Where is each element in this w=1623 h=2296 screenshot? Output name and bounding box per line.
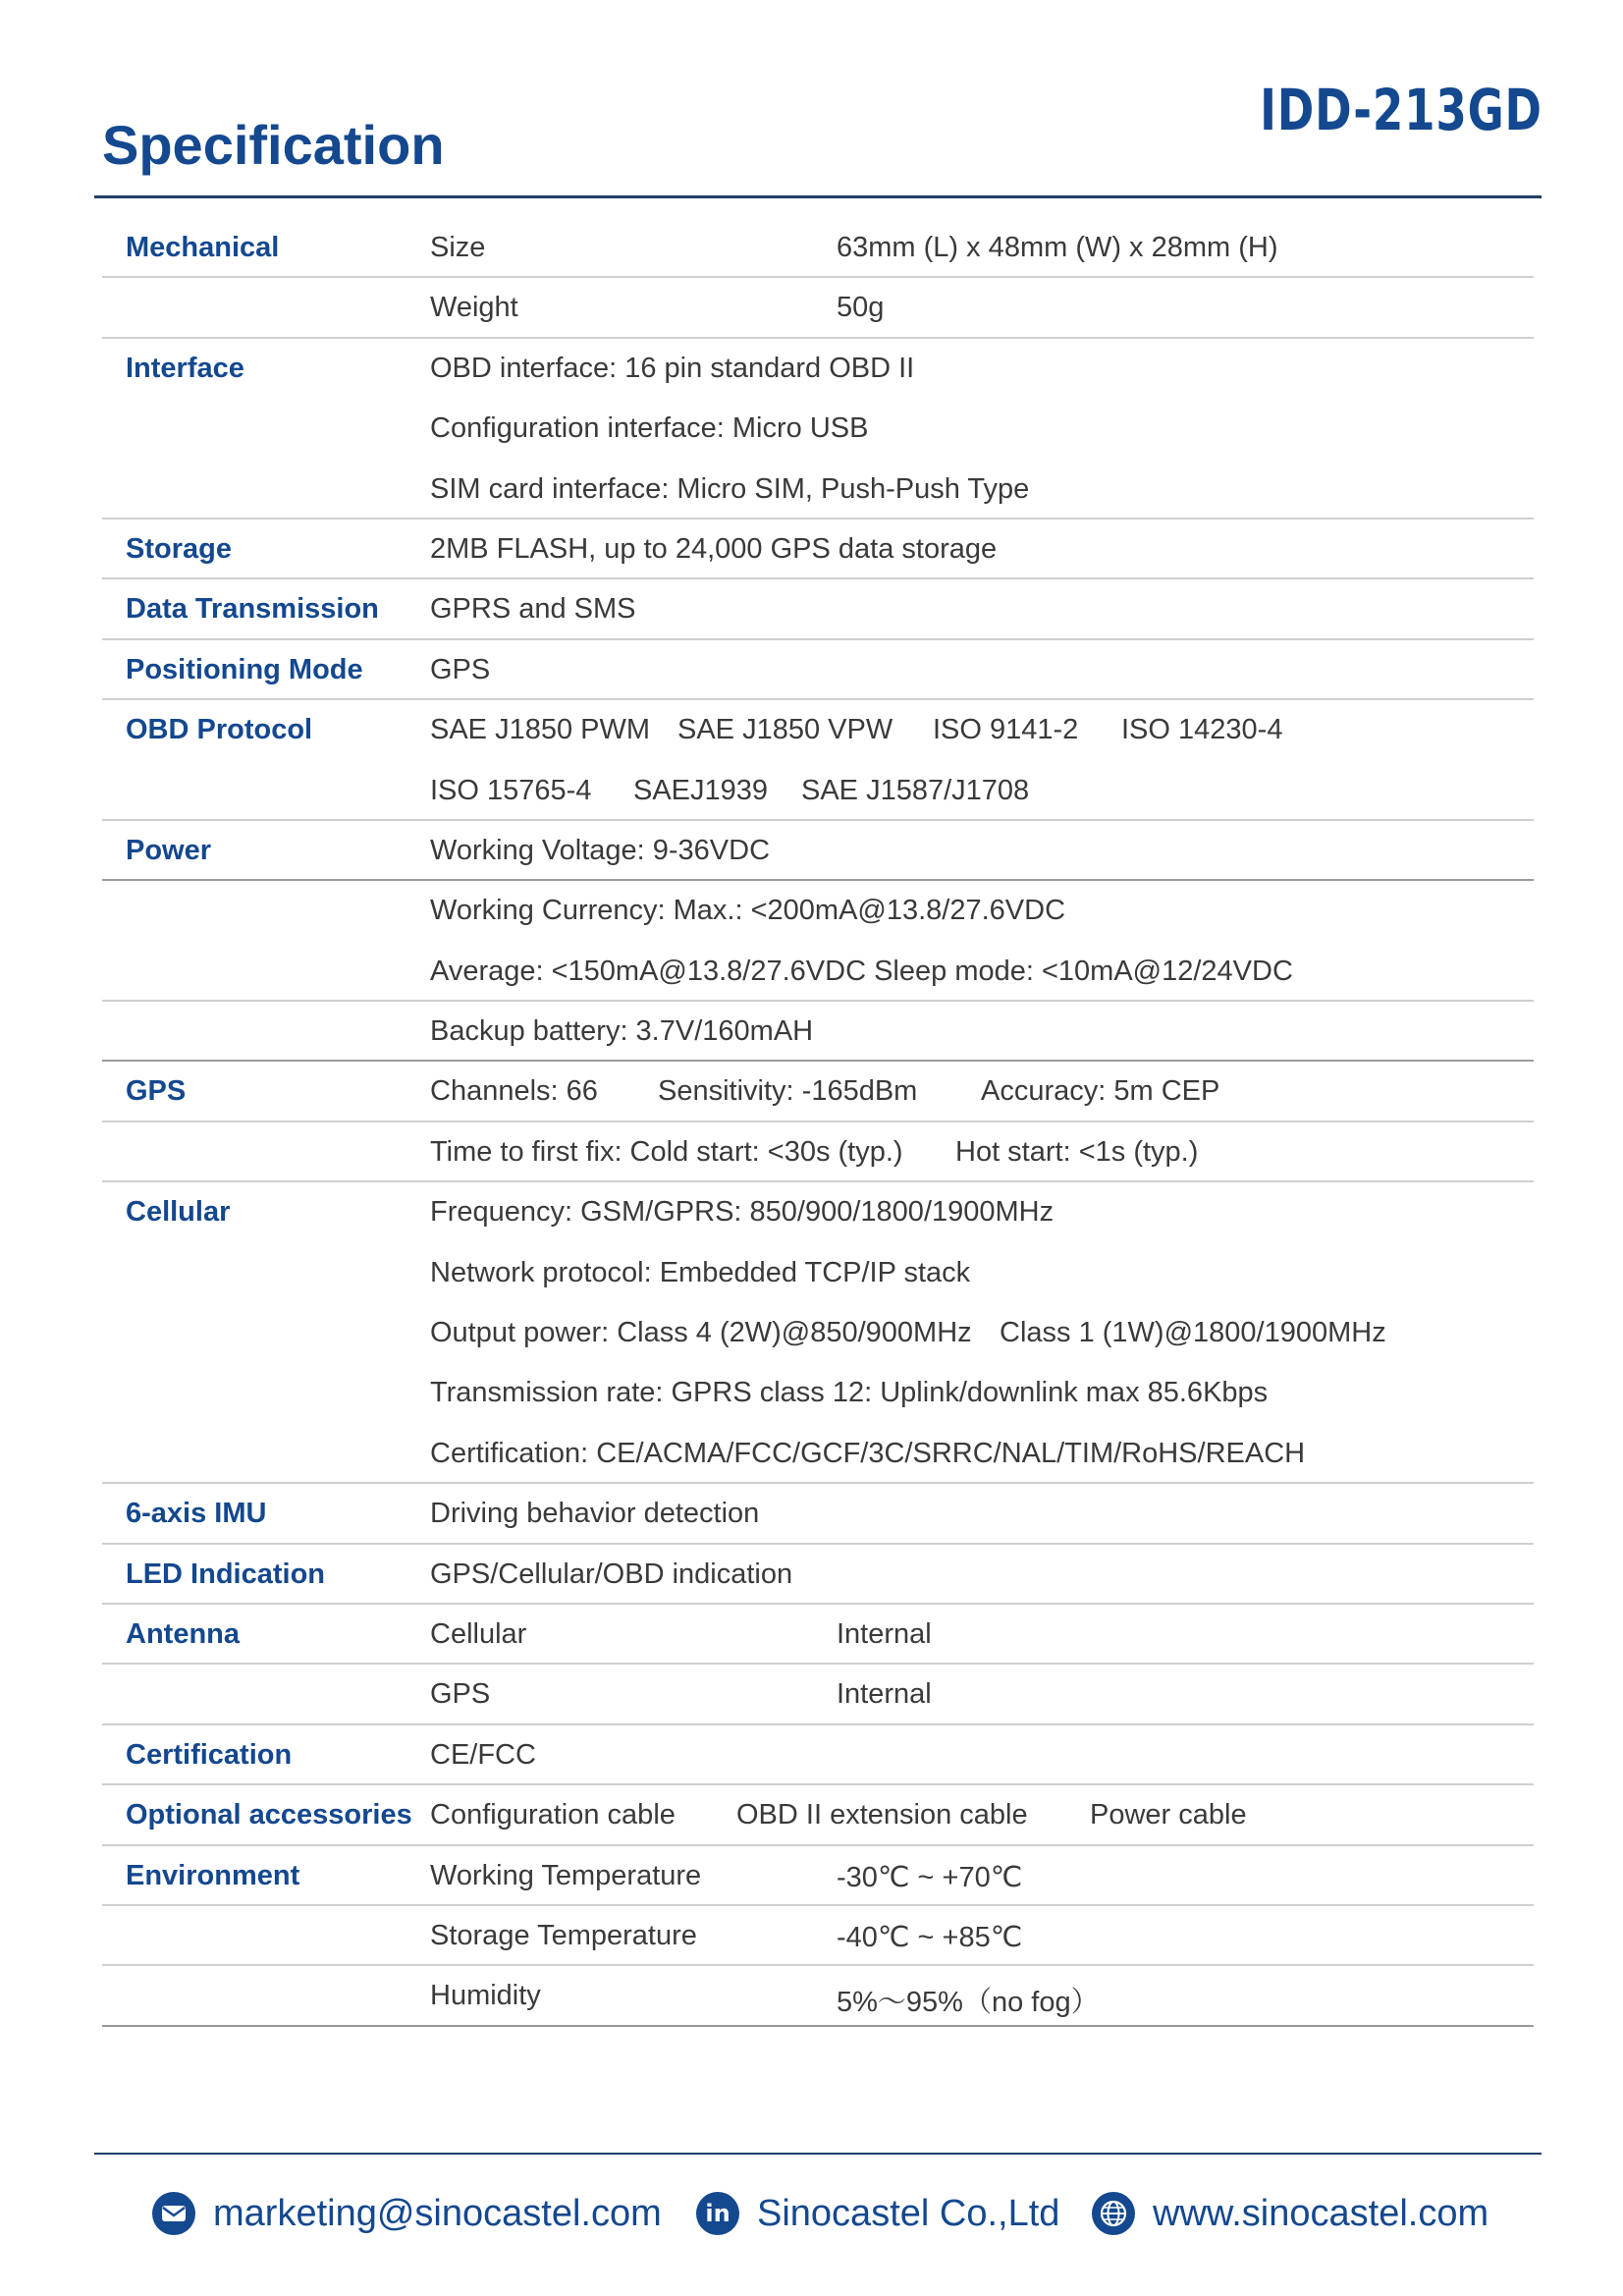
row-category: Mechanical — [126, 232, 280, 263]
table-row — [102, 1846, 1534, 1906]
header-divider — [94, 195, 1542, 198]
row-category: Storage — [126, 532, 232, 565]
row-cell: SAE J1850 PWM — [430, 714, 651, 746]
table-row — [102, 1966, 1534, 2026]
row-category: 6-axis IMU — [126, 1498, 267, 1530]
row-cell: Weight — [430, 292, 518, 324]
row-category: Positioning Mode — [126, 653, 363, 685]
globe-icon — [1092, 2192, 1135, 2235]
table-row — [102, 399, 1534, 459]
table-row — [102, 1002, 1534, 1062]
table-row — [102, 1182, 1534, 1242]
row-cell: GPS/Cellular/OBD indication — [430, 1558, 793, 1590]
row-category: OBD Protocol — [126, 714, 313, 746]
row-cell: Certification: CE/ACMA/FCC/GCF/3C/SRRC/NAL/TIM/RoHS/REACH — [430, 1437, 1306, 1469]
table-row — [102, 1303, 1534, 1363]
row-cell: Transmission rate: GPRS class 12: Uplink/downlink max 85.6Kbps — [430, 1377, 1269, 1409]
footer — [0, 2192, 1623, 2251]
table-row — [102, 278, 1534, 338]
row-cell: OBD II extension cable — [736, 1799, 1028, 1831]
row-cell: -40℃ ~ +85℃ — [837, 1921, 1023, 1953]
row-cell: SAE J1587/J1708 — [801, 774, 1030, 806]
row-cell: 63mm (L) x 48mm (W) x 28mm (H) — [837, 232, 1278, 263]
table-row — [102, 1062, 1534, 1121]
row-category: GPS — [126, 1075, 187, 1108]
table-row — [102, 1725, 1534, 1785]
footer-website[interactable] — [1092, 2192, 1488, 2235]
row-cell: Storage Temperature — [430, 1919, 697, 1951]
row-cell: Network protocol: Embedded TCP/IP stack — [430, 1256, 971, 1288]
table-row — [102, 1785, 1534, 1845]
row-category: Cellular — [126, 1196, 231, 1229]
row-cell: Driving behavior detection — [430, 1498, 760, 1530]
table-row — [102, 460, 1534, 519]
row-category: Certification — [126, 1738, 293, 1771]
row-cell: SIM card interface: Micro SIM, Push-Push Type — [430, 472, 1030, 505]
row-category: Optional accessories — [126, 1799, 412, 1831]
row-cell: Power cable — [1090, 1799, 1247, 1831]
row-cell: Output power: Class 4 (2W)@850/900MHz — [430, 1317, 972, 1349]
website-link[interactable]: www.sinocastel.com — [1153, 2192, 1489, 2234]
row-cell: Time to first fix: Cold start: <30s (typ.) — [430, 1135, 903, 1168]
row-cell: 5%～95%（no fog） — [837, 1987, 1100, 2019]
table-row — [102, 1605, 1534, 1665]
row-cell: Internal — [837, 1678, 932, 1711]
table-row — [102, 942, 1534, 1002]
row-category: LED Indication — [126, 1558, 325, 1590]
row-cell: SAEJ1939 — [633, 774, 769, 806]
row-cell: Hot start: <1s (typ.) — [955, 1135, 1199, 1168]
table-row — [102, 1484, 1534, 1544]
email-link[interactable]: marketing@sinocastel.com — [213, 2192, 662, 2234]
row-cell: Configuration interface: Micro USB — [430, 412, 869, 445]
footer-email[interactable] — [152, 2192, 662, 2235]
table-row — [102, 218, 1534, 278]
row-cell: GPS — [430, 1678, 491, 1711]
row-cell: Backup battery: 3.7V/160mAH — [430, 1015, 814, 1048]
row-cell: Working Temperature — [430, 1859, 702, 1891]
row-cell: CE/FCC — [430, 1738, 536, 1771]
table-row — [102, 1122, 1534, 1182]
row-cell: Sensitivity: -165dBm — [658, 1075, 918, 1108]
row-cell: ISO 9141-2 — [933, 714, 1079, 746]
table-row — [102, 821, 1534, 881]
table-row — [102, 579, 1534, 639]
row-cell: GPS — [430, 653, 491, 685]
row-cell: 2MB FLASH, up to 24,000 GPS data storage — [430, 532, 998, 565]
row-cell: Frequency: GSM/GPRS: 850/900/1800/1900MHz — [430, 1196, 1055, 1229]
row-cell: Class 1 (1W)@1800/1900MHz — [1000, 1317, 1386, 1349]
row-cell: Internal — [837, 1617, 932, 1650]
table-row — [102, 1545, 1534, 1605]
table-row — [102, 640, 1534, 700]
page-title: Specification — [102, 114, 445, 176]
row-cell: ISO 14230-4 — [1121, 714, 1283, 746]
row-cell: GPRS and SMS — [430, 593, 636, 626]
row-cell: Humidity — [430, 1980, 541, 2012]
row-cell: Channels: 66 — [430, 1075, 598, 1108]
table-row — [102, 1243, 1534, 1303]
row-cell: Average: <150mA@13.8/27.6VDC Sleep mode: <10mA@12/24VDC — [430, 955, 1293, 987]
row-cell: -30℃ ~ +70℃ — [837, 1861, 1023, 1893]
row-cell: Size — [430, 232, 486, 263]
row-cell: OBD interface: 16 pin standard OBD II — [430, 352, 915, 384]
row-cell: Accuracy: 5m CEP — [981, 1075, 1220, 1108]
row-cell: Cellular — [430, 1617, 527, 1650]
row-category: Antenna — [126, 1617, 240, 1650]
company-link[interactable]: Sinocastel Co.,Ltd — [757, 2192, 1060, 2234]
table-row — [102, 519, 1534, 579]
row-category: Data Transmission — [126, 593, 379, 626]
table-row — [102, 881, 1534, 941]
row-cell: SAE J1850 VPW — [677, 714, 893, 746]
table-row — [102, 1363, 1534, 1423]
footer-company[interactable] — [696, 2192, 1059, 2235]
row-category: Environment — [126, 1859, 300, 1891]
linkedin-icon: in — [696, 2192, 739, 2235]
table-row — [102, 761, 1534, 821]
table-row — [102, 700, 1534, 760]
spec-table — [102, 218, 1534, 2027]
row-cell: Working Currency: Max.: <200mA@13.8/27.6VDC — [430, 895, 1066, 927]
footer-divider — [94, 2153, 1542, 2155]
row-cell: ISO 15765-4 — [430, 774, 592, 806]
model-name: IDD-213GD — [1260, 77, 1542, 143]
row-category: Interface — [126, 352, 244, 384]
table-row — [102, 1424, 1534, 1484]
table-row — [102, 339, 1534, 399]
mail-icon — [152, 2192, 195, 2235]
table-row — [102, 1665, 1534, 1724]
row-cell: Configuration cable — [430, 1799, 676, 1831]
table-row — [102, 1906, 1534, 1966]
row-cell: Working Voltage: 9-36VDC — [430, 834, 771, 866]
row-category: Power — [126, 834, 212, 866]
row-cell: 50g — [837, 292, 885, 324]
